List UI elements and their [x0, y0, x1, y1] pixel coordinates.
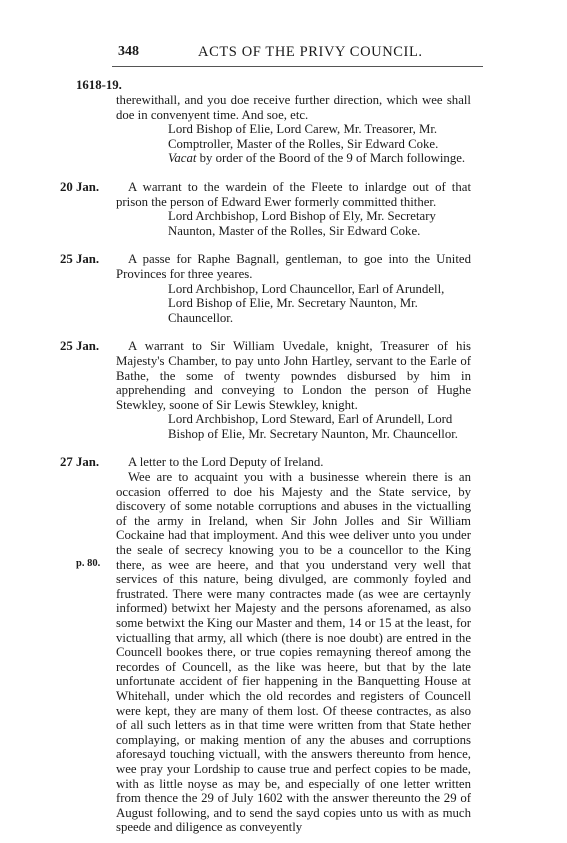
entry-body: A warrant to Sir William Uvedale, knight, Treasurer of his Majesty's Chamber, to pay unto John Hartley, servant to the Earle of Bathe, the some of twenty powndes disbursed by him in apprehending and conveying to London the person of Hughe Stewkley, soone of Sir Lewis Stewkley, knight. [116, 339, 471, 412]
entry-text [116, 180, 471, 209]
vacat-note [168, 151, 567, 166]
council-entry [0, 339, 567, 441]
entry-date: 20 Jan. [60, 179, 100, 194]
entry-text [116, 339, 471, 412]
council-entry [0, 455, 567, 834]
entry-heading: A letter to the Lord Deputy of Ireland. [128, 455, 324, 470]
entry-text [116, 78, 471, 122]
vacat-word: Vacat [168, 151, 197, 166]
entry-date: 25 Jan. [60, 339, 100, 354]
entry-body: A warrant to the wardein of the Fleete to inlardge out of that prison the person of Edward Ewer formerly committed thither. [116, 179, 471, 209]
header-rule [112, 66, 483, 67]
running-title: ACTS OF THE PRIVY COUNCIL. [198, 44, 423, 60]
entry-body: A passe for Raphe Bagnall, gentleman, to goe into the United Provinces for three yeares. [116, 252, 471, 281]
entry-body: therewithall, and you doe receive further direction, which wee shall doe in convenyent time. And soe, etc. [116, 93, 471, 122]
entry-body: Wee are to acquaint you with a businesse wherein there is an occasion offerred to doe his Majesty and the State service, by discovery of some notable corruptions and abuses in the victualling of the army in Ireland, when Sir John Jolles and Sir William Cockaine had that imployment. And this wee deliver unto you under the seale of secrecy knowing you to be a councellor to the King there, as wee are heere, and that you understand very well that services of this nature, being divulged, are commonly foyled and frustrated. There were many contractes made (as wee are certaynly informed) betwixt her Majesty and the persons aforenamed, as also some betwixt the King our Master and them, 14 or 15 at the least, for victualling that army, all which (there is noe doubt) are entred in the Councell bookes there, or true copies remayning thereof among the recordes of Councell, as the like was heere, but that by the late unfortunate accident of fier happening in the Banquetting House at Whitehall, under which the old recordes and registers of Councell were kept, they are many of them lost. Of theese contractes, as also of all such letters as in that time were written from that State hether complaying, or making mention of any the abuses and corruptions aforesayd touching victuall, with the answers thereunto from hence, wee pray your Lordship to cause true and perfect copies to be made, with as little noyse as may be, and especially of one letter written from thence the 29 of July 1602 with the answer thereunto the 29 of August following, and to send the sayd copies unto us with as much speede and diligence as conveyently [116, 470, 471, 835]
council-entry [0, 180, 567, 238]
vacat-rest: by order of the Boord of the 9 of March followinge. [196, 151, 466, 166]
council-entry [0, 252, 567, 325]
page-number: 348 [118, 44, 139, 59]
entry-signatories: Lord Bishop of Elie, Lord Carew, Mr. Treasorer, Mr. Comptroller, Master of the Rolles, Sir Edward Coke. [168, 122, 439, 151]
entry-date: 27 Jan. [60, 455, 100, 470]
entry-text [116, 252, 471, 281]
entry-date: 25 Jan. [60, 252, 100, 267]
entry-date: 1618-19. [76, 78, 122, 92]
entry-signatories: Lord Archbishop, Lord Chauncellor, Earl of Arundell, Lord Bishop of Elie, Mr. Secretary Naunton, Mr. Chauncellor. [168, 281, 445, 325]
entry-signatories: Lord Archbishop, Lord Bishop of Ely, Mr. Secretary Naunton, Master of the Rolles, Sir Edward Coke. [168, 209, 436, 238]
page-header [0, 44, 567, 68]
document-body [0, 78, 567, 843]
entry-signatories: Lord Archbishop, Lord Steward, Earl of Arundell, Lord Bishop of Elie, Mr. Secretary Naunton, Mr. Chauncellor. [168, 412, 459, 441]
entry-text [116, 455, 471, 834]
council-entry [0, 78, 567, 166]
margin-reference: p. 80. [76, 558, 101, 570]
